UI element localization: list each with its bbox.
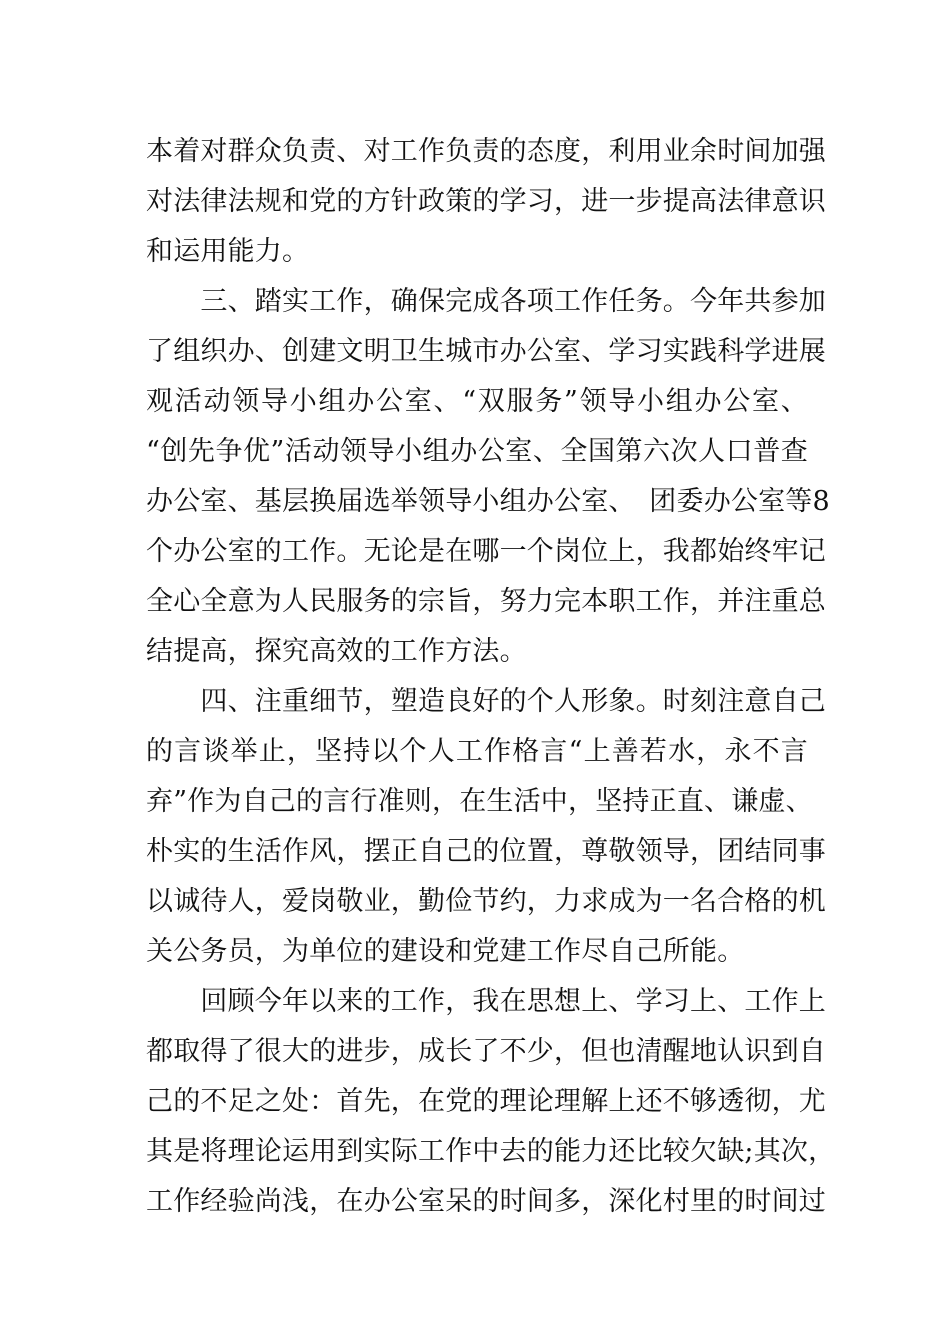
paragraph-end-line: 和运用能力。 [146,236,310,267]
text-line: 了组织办、创建文明卫生城市办公室、学习实践科学进展 [146,336,826,367]
text-line: 观活动领导小组办公室、“双服务”领导小组办公室、 [146,386,808,417]
paragraph-start-line: 四、注重细节，塑造良好的个人形象。时刻注意自己 [146,686,826,717]
paragraph-start-line: 三、踏实工作，确保完成各项工作任务。今年共参加 [146,286,826,317]
text-line: 办公室、基层换届选举领导小组办公室、 团委办公室等8 [146,486,830,517]
text-line: 工作经验尚浅，在办公室呆的时间多，深化村里的时间过 [146,1186,826,1217]
paragraph-start-line: 回顾今年以来的工作，我在思想上、学习上、工作上 [146,986,826,1017]
text-line: 朴实的生活作风，摆正自己的位置，尊敬领导，团结同事 [146,836,826,867]
paragraph-end-line: 结提高，探究高效的工作方法。 [146,636,527,667]
paragraph-end-line: 关公务员，为单位的建设和党建工作尽自己所能。 [146,936,745,967]
text-line: 全心全意为人民服务的宗旨，努力完本职工作，并注重总 [146,586,826,617]
text-line: 其是将理论运用到实际工作中去的能力还比较欠缺;其次， [146,1136,836,1167]
text-line: 本着对群众负责、对工作负责的态度，利用业余时间加强 [146,136,826,167]
text-line: 对法律法规和党的方针政策的学习，进一步提高法律意识 [146,186,826,217]
text-line: 个办公室的工作。无论是在哪一个岗位上，我都始终牢记 [146,536,826,567]
text-line: 弃”作为自己的言行准则，在生活中，坚持正直、谦虚、 [146,786,813,817]
document-page [146,127,836,1227]
text-line: 己的不足之处：首先，在党的理论理解上还不够透彻，尤 [146,1086,826,1117]
text-line: 的言谈举止，坚持以个人工作格言“上善若水，永不言 [146,736,808,767]
text-line: 都取得了很大的进步，成长了不少，但也清醒地认识到自 [146,1036,826,1067]
text-line: “创先争优”活动领导小组办公室、全国第六次人口普查 [146,436,808,467]
text-line: 以诚待人，爱岗敬业，勤俭节约，力求成为一名合格的机 [146,886,826,917]
